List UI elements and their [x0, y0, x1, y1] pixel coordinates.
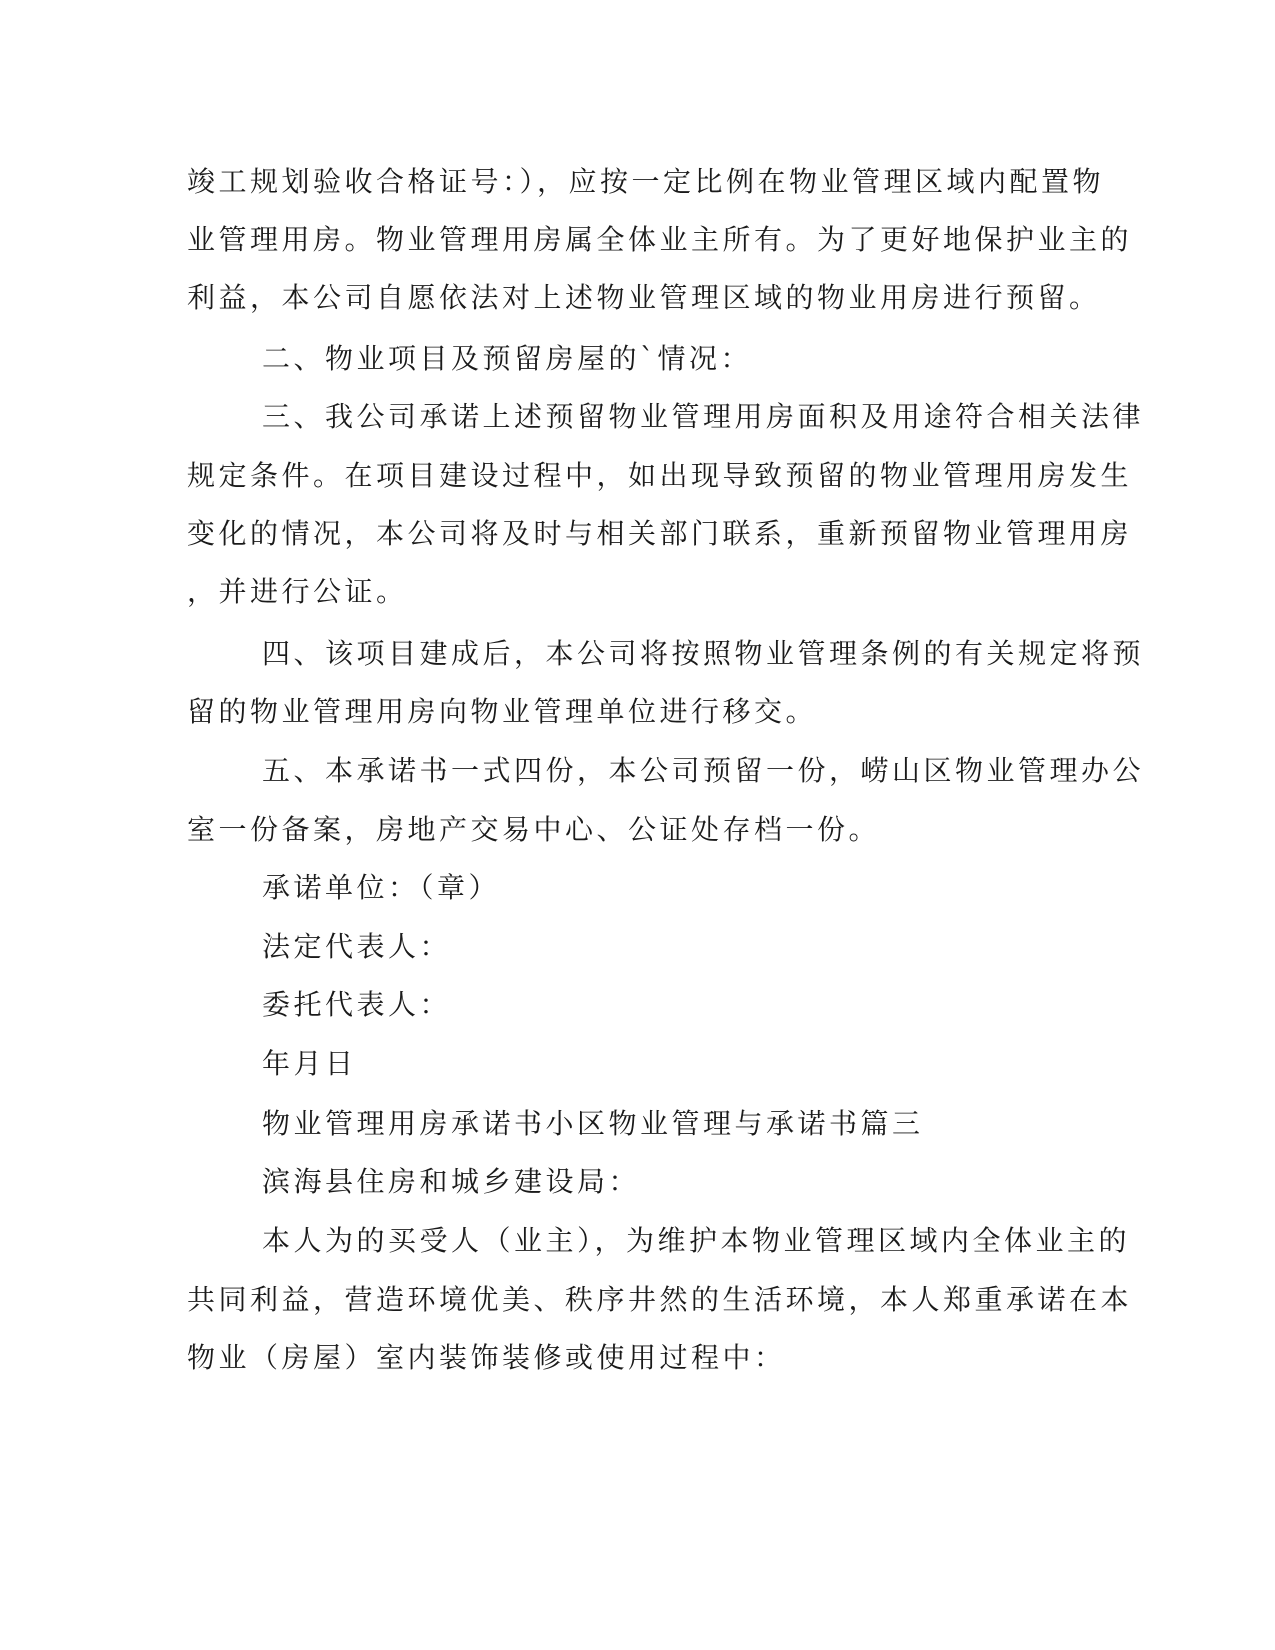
text-line: 规定条件。在项目建设过程中，如出现导致预留的物业管理用房发生 [187, 459, 1133, 492]
text-line: 业管理用房。物业管理用房属全体业主所有。为了更好地保护业主的 [187, 223, 1133, 256]
date-label: 年月日 [262, 1047, 357, 1080]
text-line: 物业（房屋）室内装饰装修或使用过程中： [187, 1341, 786, 1374]
text-line: 竣工规划验收合格证号：），应按一定比例在物业管理区域内配置物 [187, 165, 1105, 198]
text-line: 三、我公司承诺上述预留物业管理用房面积及用途符合相关法律 [262, 400, 1145, 433]
text-line: 五、本承诺书一式四份，本公司预留一份，崂山区物业管理办公 [262, 754, 1145, 787]
addressee: 滨海县住房和城乡建设局： [262, 1165, 641, 1198]
text-line: 本人为的买受人（业主），为维护本物业管理区域内全体业主的 [262, 1224, 1131, 1257]
text-line: ，并进行公证。 [187, 575, 408, 608]
legal-representative-label: 法定代表人： [262, 930, 452, 963]
authorized-representative-label: 委托代表人： [262, 988, 452, 1021]
text-line: 共同利益，营造环境优美、秩序井然的生活环境，本人郑重承诺在本 [187, 1283, 1133, 1316]
signature-unit-label: 承诺单位：（章） [262, 871, 501, 904]
text-line: 留的物业管理用房向物业管理单位进行移交。 [187, 695, 818, 728]
section-heading: 二、物业项目及预留房屋的`情况： [262, 342, 753, 375]
text-line: 变化的情况，本公司将及时与相关部门联系，重新预留物业管理用房 [187, 517, 1133, 550]
text-line: 室一份备案，房地产交易中心、公证处存档一份。 [187, 813, 881, 846]
text-line: 利益，本公司自愿依法对上述物业管理区域的物业用房进行预留。 [187, 281, 1101, 314]
section-title: 物业管理用房承诺书小区物业管理与承诺书篇三 [262, 1107, 924, 1140]
text-line: 四、该项目建成后，本公司将按照物业管理条例的有关规定将预 [262, 637, 1145, 670]
